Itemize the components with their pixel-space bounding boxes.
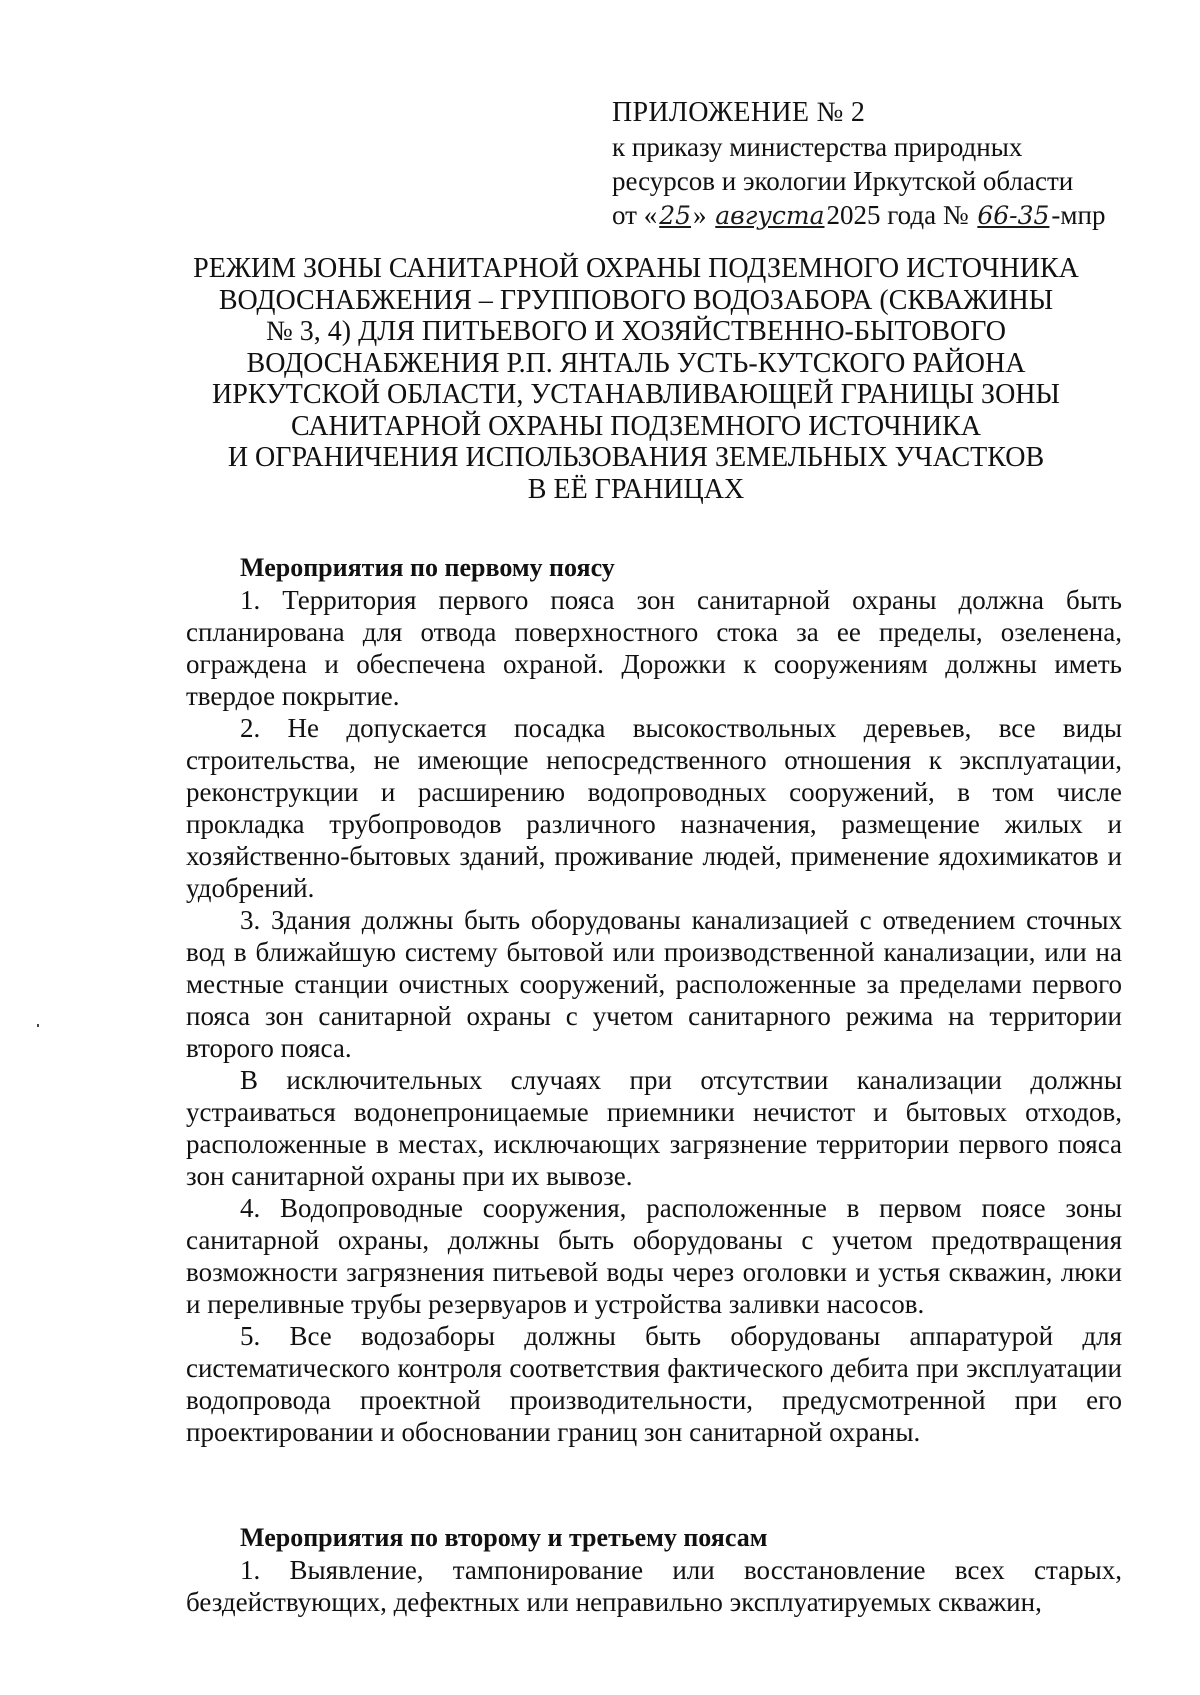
paragraph: 3. Здания должны быть оборудованы канализацией с отведением сточных вод в ближайшую систему бытовой или производственной канализации, или на местные станции очистных сооружений, расположенные за пределами первого пояса зон санитарной охраны с учетом санитарного режима на территории второго пояса. (186, 905, 1122, 1063)
title-line: САНИТАРНОЙ ОХРАНЫ ПОДЗЕМНОГО ИСТОЧНИКА (291, 410, 981, 442)
appendix-date-line (612, 198, 1152, 233)
handwritten-month: августа (715, 201, 825, 230)
appendix-block (612, 96, 1152, 233)
appendix-line-2: ресурсов и экологии Иркутской области (612, 166, 1074, 196)
title-line: И ОГРАНИЧЕНИЯ ИСПОЛЬЗОВАНИЯ ЗЕМЕЛЬНЫХ УЧАСТКОВ (227, 442, 1045, 473)
appendix-line-1: к приказу министерства природных (612, 132, 1023, 162)
date-year-text: 2025 года № (826, 200, 969, 230)
title-line: ИРКУТСКОЙ ОБЛАСТИ, УСТАНАВЛИВАЮЩЕЙ ГРАНИЦЫ ЗОНЫ (212, 379, 1060, 410)
appendix-title: ПРИЛОЖЕНИЕ № 2 (612, 97, 866, 128)
handwritten-day: 25 (659, 201, 692, 230)
title-line: № 3, 4) ДЛЯ ПИТЬЕВОГО И ХОЗЯЙСТВЕННО-БЫТОВОГО (266, 316, 1006, 347)
paragraph: В исключительных случаях при отсутствии канализации должны устраиваться водонепроницаемые приемники нечистот и бытовых отходов, расположенные в местах, исключающих загрязнение территории первого пояса зон санитарной охраны при их вывозе. (186, 1065, 1122, 1191)
paragraph: 5. Все водозаборы должны быть оборудованы аппаратурой для систематического контроля соответствия фактического дебита при эксплуатации водопровода проектной производительности, предусмотренной при его проектировании и обосновании границ зон санитарной охраны. (186, 1321, 1122, 1447)
date-mid: » (693, 200, 707, 230)
paragraph: 4. Водопроводные сооружения, расположенные в первом поясе зоны санитарной охраны, должны быть оборудованы с учетом предотвращения возможности загрязнения питьевой воды через оголовки и устья скважин, люки и переливные трубы резервуаров и устройства заливки насосов. (186, 1193, 1122, 1319)
section-first-belt (186, 552, 1122, 1448)
title-line: ВОДОСНАБЖЕНИЯ – ГРУППОВОГО ВОДОЗАБОРА (СКВАЖИНЫ (218, 284, 1054, 316)
handwritten-order-number: 66-35 (977, 201, 1050, 230)
scan-mark (37, 1024, 39, 1027)
document-title (150, 253, 1122, 505)
section-second-third-belts (186, 1522, 1122, 1618)
date-prefix: от « (612, 200, 658, 230)
paragraph: 1. Территория первого пояса зон санитарной охраны должна быть спланирована для отвода поверхностного стока за ее пределы, озеленена, ограждена и обеспечена охраной. Дорожки к сооружениям должны иметь твердое покрытие. (186, 585, 1122, 711)
title-line: ВОДОСНАБЖЕНИЯ Р.П. ЯНТАЛЬ УСТЬ-КУТСКОГО РАЙОНА (246, 347, 1026, 379)
title-line: РЕЖИМ ЗОНЫ САНИТАРНОЙ ОХРАНЫ ПОДЗЕМНОГО ИСТОЧНИКА (193, 253, 1079, 284)
section-heading: Мероприятия по первому поясу (240, 553, 615, 582)
section-heading: Мероприятия по второму и третьему поясам (240, 1523, 768, 1552)
order-suffix: -мпр (1051, 200, 1106, 230)
title-line: В ЕЁ ГРАНИЦАХ (527, 473, 745, 505)
paragraph: 2. Не допускается посадка высокоствольных деревьев, все виды строительства, не имеющие непосредственного отношения к эксплуатации, реконструкции и расширению водопроводных сооружений, в том числе прокладка трубопроводов различного назначения, размещение жилых и хозяйственно-бытовых зданий, проживание людей, применение ядохимикатов и удобрений. (186, 713, 1122, 903)
paragraph: 1. Выявление, тампонирование или восстановление всех старых, бездействующих, дефектных или неправильно эксплуатируемых скважин, (186, 1555, 1122, 1617)
